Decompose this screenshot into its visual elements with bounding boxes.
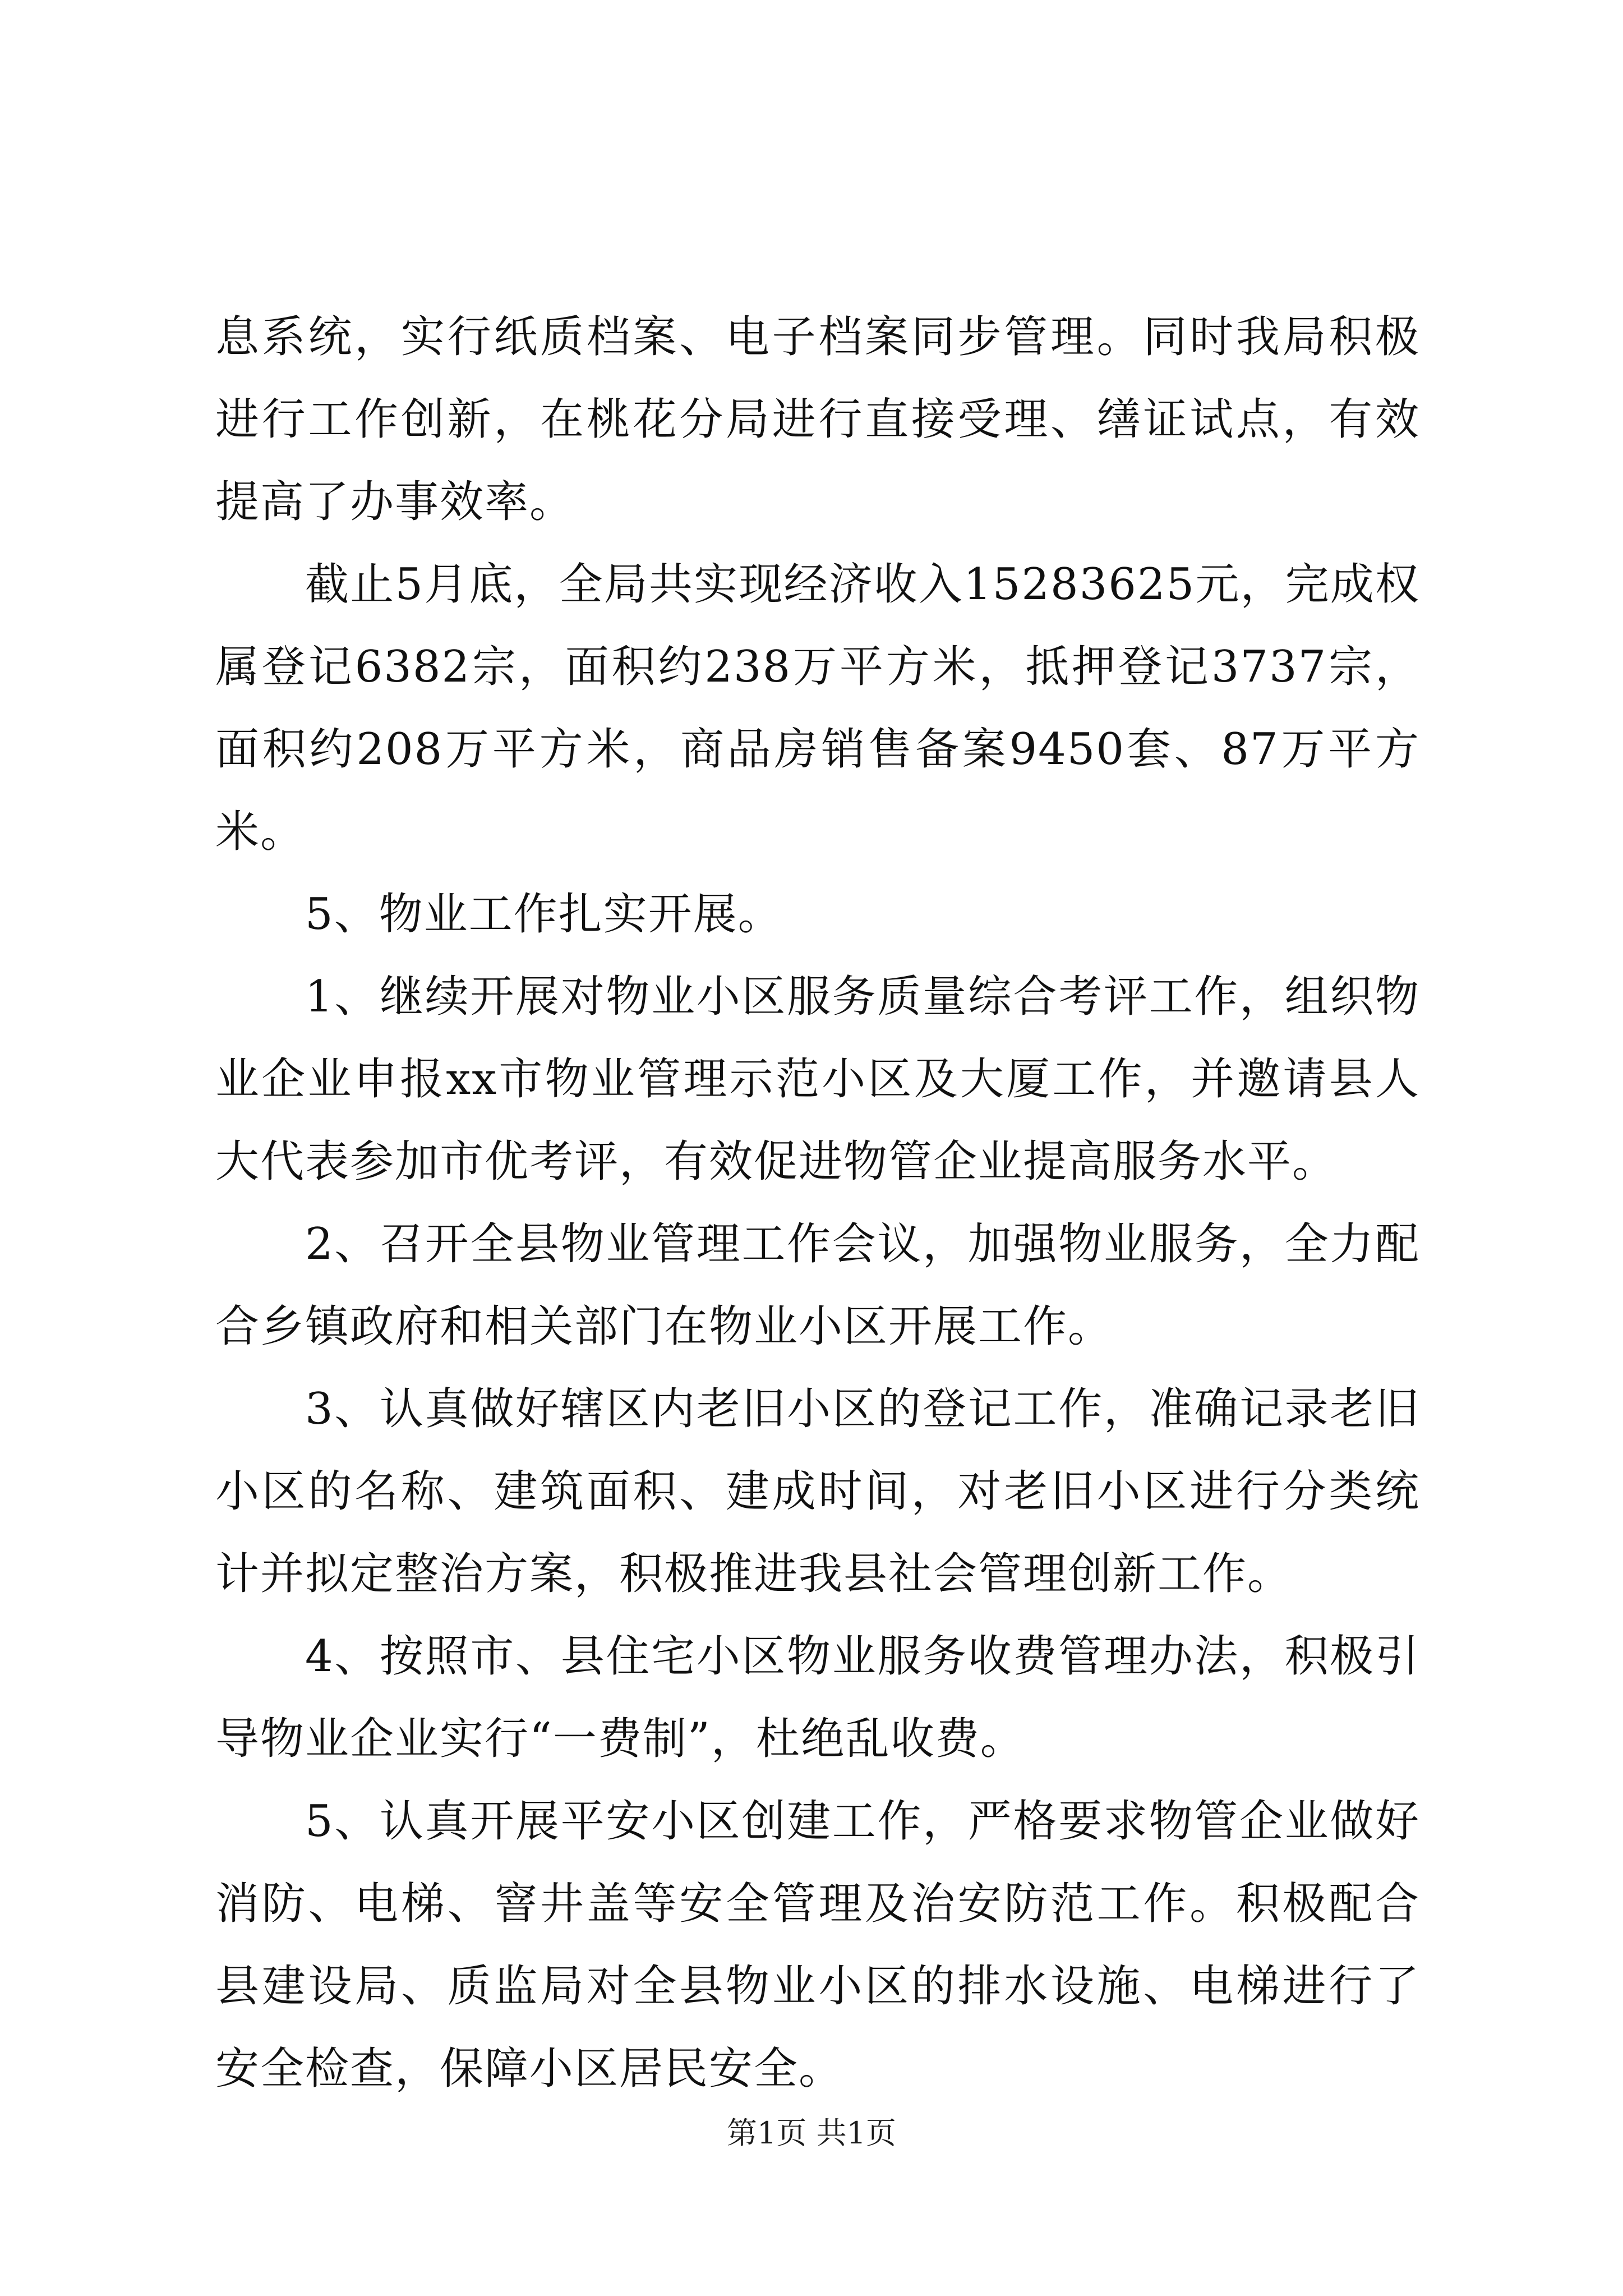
- paragraph-5: 2、召开全县物业管理工作会议，加强物业服务，全力配合乡镇政府和相关部门在物业小区开展工作。: [215, 1219, 1420, 1352]
- paragraph-6: 3、认真做好辖区内老旧小区的登记工作，准确记录老旧小区的名称、建筑面积、建成时间，对老旧小区进行分类统计并拟定整治方案，积极推进我县社会管理创新工作。: [215, 1384, 1420, 1599]
- paragraph-8: 5、认真开展平安小区创建工作，严格要求物管企业做好消防、电梯、窨井盖等安全管理及治安防范工作。积极配合县建设局、质监局对全县物业小区的排水设施、电梯进行了安全检查，保障小区居民安全。: [215, 1796, 1420, 2094]
- paragraph-4: 1、继续开展对物业小区服务质量综合考评工作，组织物业企业申报xx市物业管理示范小区及大厦工作，并邀请县人大代表参加市优考评，有效促进物管企业提高服务水平。: [215, 972, 1420, 1187]
- paragraph-7: 4、按照市、县住宅小区物业服务收费管理办法，积极引导物业企业实行“一费制”，杜绝乱收费。: [215, 1631, 1420, 1764]
- paragraph-3: 5、物业工作扎实开展。: [305, 889, 783, 940]
- paragraph-2: 截止5月底，全局共实现经济收入15283625元，完成权属登记6382宗，面积约238万平方米，抵押登记3737宗，面积约208万平方米，商品房销售备案9450套、87万平方米。: [215, 559, 1420, 857]
- page-number-footer: 第1页 共1页: [727, 2115, 896, 2151]
- paragraph-1: 息系统，实行纸质档案、电子档案同步管理。同时我局积极进行工作创新，在桃花分局进行直接受理、缮证试点，有效提高了办事效率。: [215, 312, 1420, 527]
- document-body: [215, 296, 1420, 2110]
